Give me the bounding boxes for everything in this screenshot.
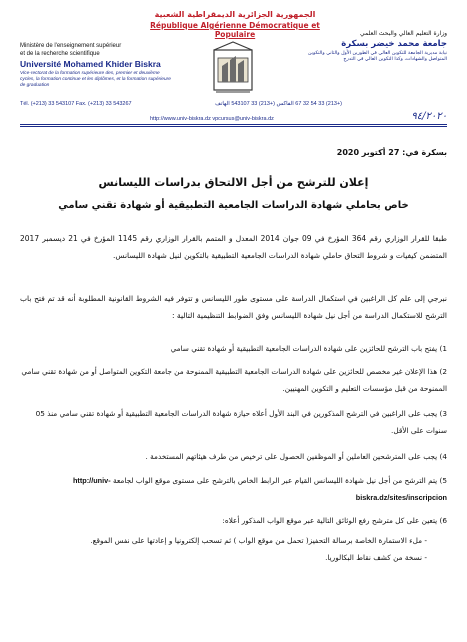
condition-item-2: 2) هذا الإعلان غير مخصص للحائزين على شهادة الدراسات الجامعية التطبيقية الممنوحة من جامعة التكوين المتواصل أو من شهادة تقني سامي الممنوحة من قبل مؤسسات التعليم و التكوين المهنيين. <box>21 367 447 393</box>
paragraph-legal-basis: طبقا للقرار الوزاري رقم 364 المؤرخ في 09 جوان 2014 المعدل و المتمم بالقرار الوزاري رقم 1145 المؤرخ في 21 ديسمبر 2017 المتضمن كيفيات و شروط التحاق حاملي شهادة الدراسات الجامعية التطبيقية بالتكوين لنيل شهادة الليسانس. <box>20 234 448 260</box>
republic-title-arabic: الجمهورية الجزائرية الديمقراطية الشعبية <box>154 10 316 19</box>
header-links[interactable]: http://www.univ-biskra.dz vpcursus@univ-biskra.dz <box>150 116 274 122</box>
condition-item-1: 1) يفتح باب الترشح للحائزين على شهادة الدراسات الجامعية التطبيقية أو شهادة تقني سامي <box>170 344 447 353</box>
list-item: - نسخة من كشف نقاط البكالوريا. <box>20 549 427 566</box>
vice-rectorate-french: Vice-rectorat de la formation supérieure des, premier et deuxième cycles, la formation continue et les diplômes, et la formation supérieure de graduation <box>20 71 171 88</box>
ministry-line-2: et de la recherche scientifique <box>20 51 100 57</box>
paragraph-notice: نبرجي إلى علم كل الراغبين في استكمال الدراسة على مستوى طور الليسانس و تتوفر فيه الشروط القانونية المطلوبة أنه قد تم فتح باب الترشح للاستكمال الدراسة من أجل نيل شهادة الليسانس وفق الضوابط التنظيمية التالية : <box>20 294 447 320</box>
contact-arabic: (+213) 33 54 32 67 الفاكس (+213) 33 543107 الهاتف <box>215 101 342 107</box>
ministry-line-1: Ministère de l'enseignement supérieur <box>20 43 122 49</box>
header-left-block <box>20 42 175 89</box>
list-item: - ملء الاستمارة الخاصة برسالة التحفيز( تحمل من موقع الواب ) ثم تسحب إلكترونيا و إعادتها على نفس الموقع. <box>20 532 427 549</box>
condition-item-4: 4) يجب على المترشحين العاملين أو الموظفين الحصول على ترخيص من طرف هيئاتهم المستخدمة . <box>145 452 447 461</box>
ministry-arabic: وزارة التعليم العالي والبحث العلمي <box>360 30 447 37</box>
university-name-arabic: جامعة محمد خيضر بسكرة <box>341 39 447 49</box>
header-divider <box>20 124 447 125</box>
vice-rectorate-arabic: نيابة مديرية الجامعة للتكوين العالي في الطورين الأول والثاني والتكوين المتواصل والشهادات، وكذا التكوين العالي في التدرج <box>308 51 447 62</box>
header-right-block <box>297 30 447 63</box>
university-name-french: Université Mohamed Khider Biskra <box>20 59 161 69</box>
header-divider-thin <box>20 126 447 127</box>
announcement-title: إعلان للترشح من أجل الالتحاق بدراسات الليسانس <box>98 176 369 189</box>
condition-item-5-text: 5) يتم الترشح من أجل نيل شهادة الليسانس القيام عبر الرابط الخاص بالترشح على مستوى موقع الواب لجامعة <box>113 476 447 485</box>
republic-title-french: République Algérienne Démocratique et Populaire <box>150 21 320 39</box>
condition-item-6: 6) يتعين على كل مترشح رفع الوثائق التالية عبر موقع الواب المذكور أعلاه: <box>222 516 447 525</box>
document-date: بسكرة في: 27 أكتوبر 2020 <box>336 148 447 157</box>
contact-french: Tél. (+213) 33 543107 Fax. (+213) 33 543267 <box>20 101 132 107</box>
inscription-link[interactable]: http://univ-biskra.dz/sites/inscripcion <box>72 476 447 502</box>
announcement-subtitle: خاص بحاملي شهادة الدراسات الجامعية التطبيقية أو شهادة تقني سامي <box>58 200 409 211</box>
reference-number: ٩٤/٢٠٢٠ <box>411 111 447 122</box>
condition-item-5 <box>20 472 447 506</box>
documents-list <box>20 532 427 566</box>
university-emblem-icon <box>210 40 256 96</box>
condition-item-3: 3) يجب على الراغبين في الترشح المذكورين في البند الأول أعلاه حيازة شهادة الدراسات الجامعية التطبيقية أو شهادة تقني سامي منذ 05 سنوات على الأقل. <box>35 409 447 435</box>
